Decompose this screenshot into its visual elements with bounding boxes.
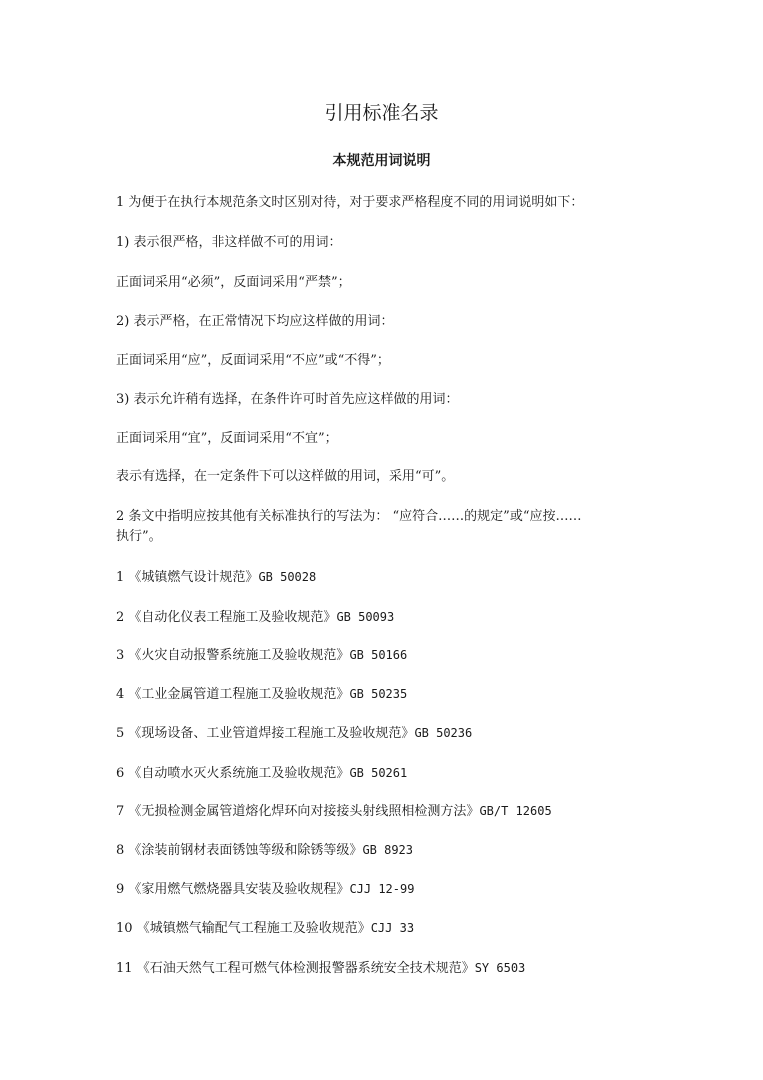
reference-name: 《自动化仪表工程施工及验收规范》 — [128, 610, 337, 625]
reference-code: GB 50093 — [336, 610, 395, 624]
reference-code: SY 6503 — [474, 961, 526, 975]
reference-name: 《工业金属管道工程施工及验收规范》 — [128, 687, 350, 702]
reference-name: 《涂装前钢材表面锈蚀等级和除锈等级》 — [128, 843, 363, 858]
reference-number: 9 — [116, 882, 125, 897]
reference-item — [116, 840, 676, 861]
paragraph-item-3: 3) 表示允许稍有选择，在条件许可时首先应这样做的用词： — [116, 392, 459, 407]
reference-code: CJJ 33 — [370, 921, 415, 935]
page-title: 引用标准名录 — [324, 102, 439, 124]
reference-code: GB 50235 — [349, 687, 408, 701]
reference-item — [116, 723, 676, 744]
paragraph-clause-2-line1: 2 条文中指明应按其他有关标准执行的写法为： “应符合……的规定”或“应按…… — [116, 509, 582, 524]
reference-number: 11 — [116, 961, 133, 976]
reference-name: 《现场设备、工业管道焊接工程施工及验收规范》 — [128, 726, 415, 741]
reference-number: 1 — [116, 570, 125, 585]
reference-number: 5 — [116, 726, 125, 741]
paragraph-clause-1: 1 为便于在执行本规范条文时区别对待，对于要求严格程度不同的用词说明如下： — [116, 195, 584, 210]
section-subtitle: 本规范用词说明 — [332, 153, 431, 169]
reference-item — [116, 567, 676, 588]
reference-code: GB 50236 — [414, 726, 473, 740]
reference-code: GB 8923 — [362, 843, 414, 857]
reference-number: 10 — [116, 921, 133, 936]
reference-name: 《石油天然气工程可燃气体检测报警器系统安全技术规范》 — [136, 961, 475, 976]
reference-item — [116, 879, 676, 900]
reference-number: 6 — [116, 766, 125, 781]
paragraph-item-2: 2) 表示严格，在正常情况下均应这样做的用词： — [116, 314, 394, 329]
reference-name: 《城镇燃气输配气工程施工及验收规范》 — [136, 921, 371, 936]
reference-code: CJJ 12-99 — [349, 882, 415, 896]
paragraph-optional: 表示有选择，在一定条件下可以这样做的用词，采用“可”。 — [116, 469, 455, 484]
reference-number: 7 — [116, 804, 125, 819]
reference-number: 2 — [116, 610, 125, 625]
reference-number: 4 — [116, 687, 125, 702]
reference-name: 《家用燃气燃烧器具安装及验收规程》 — [128, 882, 350, 897]
paragraph-item-1: 1) 表示很严格，非这样做不可的用词： — [116, 235, 342, 250]
reference-item — [116, 607, 676, 628]
reference-item — [116, 918, 676, 939]
reference-item — [116, 684, 676, 705]
reference-name: 《火灾自动报警系统施工及验收规范》 — [128, 648, 350, 663]
reference-number: 3 — [116, 648, 125, 663]
reference-item — [116, 645, 676, 666]
reference-code: GB/T 12605 — [479, 804, 552, 818]
paragraph-clause-2-line2: 执行”。 — [116, 529, 162, 544]
reference-item — [116, 763, 676, 784]
reference-item — [116, 958, 676, 979]
reference-name: 《自动喷水灭火系统施工及验收规范》 — [128, 766, 350, 781]
paragraph-item-3-words: 正面词采用“宜”，反面词采用“不宜”； — [116, 431, 338, 446]
reference-code: GB 50261 — [349, 766, 408, 780]
reference-number: 8 — [116, 843, 125, 858]
reference-code: GB 50166 — [349, 648, 408, 662]
paragraph-item-2-words: 正面词采用“应”，反面词采用“不应”或“不得”； — [116, 353, 390, 368]
reference-code: GB 50028 — [258, 570, 317, 584]
reference-name: 《城镇燃气设计规范》 — [128, 570, 259, 585]
reference-name: 《无损检测金属管道熔化焊环向对接接头射线照相检测方法》 — [128, 804, 480, 819]
reference-item — [116, 801, 676, 822]
paragraph-item-1-words: 正面词采用“必须”，反面词采用“严禁”； — [116, 275, 351, 290]
